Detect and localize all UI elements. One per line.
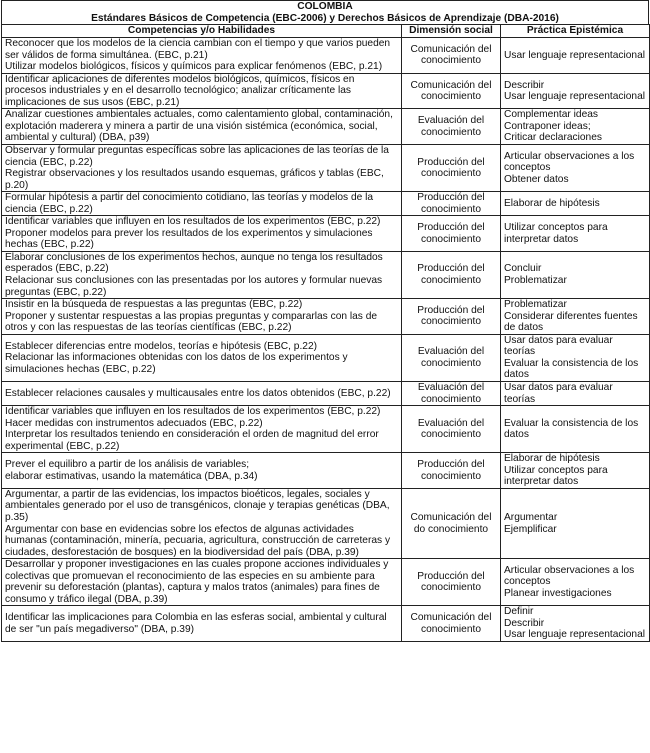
table-row bbox=[2, 406, 650, 453]
competencies-table bbox=[1, 24, 650, 642]
competencia-text: Prever el equilibro a partir de los análisis de variables; bbox=[5, 459, 250, 470]
practica-text: Utilizar conceptos para interpretar datos bbox=[504, 222, 608, 245]
practica-cell bbox=[501, 453, 650, 489]
competencia-text: Identificar aplicaciones de diferentes modelos biológicos, químicos, físicos en procesos industriales y en el desarrollo tecnológico; analizar críticamente las implicaciones de sus usos (EBC, p.21) bbox=[5, 73, 355, 108]
competencia-text: Insistir en la búsqueda de respuestas a las preguntas (EBC, p.22) bbox=[5, 299, 303, 311]
dimension-cell: Evaluación del conocimiento bbox=[402, 406, 501, 453]
competencia-text: Identificar variables que influyen en los resultados de los experimentos (EBC, p.22) bbox=[5, 216, 381, 228]
practica-text: Definir bbox=[504, 606, 534, 618]
competencia-text: Analizar cuestiones ambientales actuales, como calentamiento global, contaminación, explotación maderera y minera a partir de una visión sistémica (económica, social, ambiental y cultural) (DBA, p39) bbox=[5, 109, 393, 144]
dimension-cell: Comunicación del conocimiento bbox=[402, 73, 501, 109]
practica-cell bbox=[501, 299, 650, 335]
practica-text: Articular observaciones a los conceptos bbox=[504, 564, 635, 588]
practica-cell bbox=[501, 334, 650, 381]
practica-text: Usar lenguaje representacional bbox=[504, 91, 646, 103]
table-row bbox=[2, 381, 650, 405]
competencia-text: Identificar las implicaciones para Colombia en las esferas social, ambiental y cultural de ser "un país megadiverso" (DBA, p.39) bbox=[5, 612, 387, 635]
practica-text: Utilizar conceptos para interpretar datos bbox=[504, 464, 608, 488]
competencia-text: Formular hipótesis a partir del conocimiento cotidiano, las teorías y modelos de la ciencia (EBC, p.22) bbox=[5, 192, 374, 215]
dimension-cell: Producción del conocimiento bbox=[402, 559, 501, 606]
dimension-cell: Comunicación del do conocimiento bbox=[402, 488, 501, 558]
competencia-text: Interpretar los resultados teniendo en consideración el orden de magnitud del error experimental (EBC, p.22) bbox=[5, 429, 379, 452]
practica-cell bbox=[501, 559, 650, 606]
competencia-text: Desarrollar y proponer investigaciones en las cuales propone acciones individuales y colectivas que promuevan el reconocimiento de las especies en su ambiente para prevenir su deforestación (plantas), captura y malos tratos (animales) para fines de consumo y tráfico ilegal (DBA, p.39) bbox=[5, 559, 389, 605]
competencia-text: Relacionar las informaciones obtenidas con los datos de los experimentos y simulaciones hechas (EBC, p.22) bbox=[5, 352, 348, 375]
competencias-cell bbox=[2, 559, 402, 606]
table-row bbox=[2, 559, 650, 606]
practica-text: Argumentar bbox=[504, 511, 558, 523]
practica-cell bbox=[501, 216, 650, 252]
competencias-cell bbox=[2, 453, 402, 489]
practica-cell bbox=[501, 606, 650, 642]
table-subtitle: Estándares Básicos de Competencia (EBC-2006) y Derechos Básicos de Aprendizaje (DBA-2016) bbox=[91, 12, 559, 24]
practica-text: Evaluar la consistencia de los datos bbox=[504, 417, 639, 441]
dimension-cell: Producción del conocimiento bbox=[402, 192, 501, 216]
practica-text: Problematizar bbox=[504, 299, 567, 311]
practica-cell bbox=[501, 251, 650, 298]
dimension-cell: Evaluación del conocimiento bbox=[402, 334, 501, 381]
competencia-text: Proponer modelos para prever los resultados de los experimentos y simulaciones hechas (EBC, p.22) bbox=[5, 227, 373, 251]
competencias-cell bbox=[2, 192, 402, 216]
practica-cell bbox=[501, 488, 650, 558]
competencia-text: Elaborar conclusiones de los experimentos hechos, aunque no tenga los resultados esperados (EBC, p.22) bbox=[5, 251, 383, 275]
practica-cell bbox=[501, 38, 650, 74]
column-header-practica: Práctica Epistémica bbox=[501, 25, 650, 38]
competencias-cell bbox=[2, 145, 402, 192]
practica-cell bbox=[501, 145, 650, 192]
practica-text: Complementar ideas bbox=[504, 109, 598, 121]
practica-text: Contraponer ideas; bbox=[504, 120, 591, 132]
practica-text: Problematizar bbox=[504, 275, 567, 287]
dimension-cell: Producción del conocimiento bbox=[402, 216, 501, 252]
standards-document bbox=[1, 0, 649, 642]
column-header-competencias: Competencias y/o Habilidades bbox=[2, 25, 402, 38]
practica-text: Describir bbox=[504, 617, 545, 629]
table-row bbox=[2, 73, 650, 109]
practica-text: Elaborar de hipótesis bbox=[504, 453, 600, 465]
competencia-text: Argumentar con base en evidencias sobre los efectos de algunas actividades humanas (contaminación, minería, pecuaria, agricultura, construcción de carreteras y ciudades, desforestación de bosques) en la biodiversidad del país (DBA, p.39) bbox=[5, 523, 391, 558]
table-row bbox=[2, 251, 650, 298]
table-row bbox=[2, 216, 650, 252]
practica-text: Usar lenguaje representacional bbox=[504, 49, 646, 61]
competencias-cell bbox=[2, 406, 402, 453]
competencias-cell bbox=[2, 334, 402, 381]
practica-cell bbox=[501, 381, 650, 405]
competencia-text: Hacer medidas con instrumentos adecuados (EBC, p.22) bbox=[5, 417, 263, 429]
dimension-cell: Producción del conocimiento bbox=[402, 453, 501, 489]
practica-text: Usar datos para evaluar teorías bbox=[504, 334, 613, 358]
table-row bbox=[2, 488, 650, 558]
practica-text: Planear investigaciones bbox=[504, 588, 612, 600]
dimension-cell: Comunicación del conocimiento bbox=[402, 38, 501, 74]
practica-text: Considerar diferentes fuentes de datos bbox=[504, 310, 638, 334]
dimension-cell: Comunicación del conocimiento bbox=[402, 606, 501, 642]
competencia-text: Observar y formular preguntas específicas sobre las aplicaciones de las teorías de la ciencia (EBC, p.22) bbox=[5, 145, 389, 168]
competencia-text: Proponer y sustentar respuestas a las propias preguntas y compararlas con las de otros y con las respuestas de las teorías científicas (EBC, p.22) bbox=[5, 310, 378, 334]
competencias-cell bbox=[2, 299, 402, 335]
practica-cell bbox=[501, 109, 650, 145]
dimension-cell: Producción del conocimiento bbox=[402, 299, 501, 335]
practica-text: Usar datos para evaluar teorías bbox=[504, 381, 613, 405]
practica-cell bbox=[501, 73, 650, 109]
competencia-text: Argumentar, a partir de las evidencias, los impactos bioéticos, legales, sociales y ambientales generado por el uso de transgénicos, clonaje y terapias genéticas (DBA, p.35) bbox=[5, 488, 390, 523]
practica-cell bbox=[501, 192, 650, 216]
table-row bbox=[2, 145, 650, 192]
practica-text: Obtener datos bbox=[504, 173, 569, 185]
table-row bbox=[2, 334, 650, 381]
practica-text: Articular observaciones a los conceptos bbox=[504, 150, 635, 174]
table-row bbox=[2, 299, 650, 335]
practica-cell bbox=[501, 406, 650, 453]
table-row bbox=[2, 38, 650, 74]
competencias-cell bbox=[2, 73, 402, 109]
competencia-text: Relacionar sus conclusiones con las presentadas por los autores y formular nuevas preguntas (EBC, p.22) bbox=[5, 275, 383, 298]
competencias-cell bbox=[2, 38, 402, 74]
dimension-cell: Producción del conocimiento bbox=[402, 251, 501, 298]
competencia-text: Establecer diferencias entre modelos, teorías e hipótesis (EBC, p.22) bbox=[5, 340, 318, 352]
competencias-cell bbox=[2, 606, 402, 642]
competencias-cell bbox=[2, 488, 402, 558]
competencias-cell bbox=[2, 109, 402, 145]
practica-text: Ejemplificar bbox=[504, 523, 557, 535]
competencia-text: Establecer relaciones causales y multicausales entre los datos obtenidos (EBC, p.22) bbox=[5, 387, 391, 399]
competencias-cell bbox=[2, 251, 402, 298]
table-row bbox=[2, 192, 650, 216]
table-caption bbox=[1, 0, 649, 24]
competencia-text: Utilizar modelos biológicos, físicos y químicos para explicar fenómenos (EBC, p.21) bbox=[5, 61, 383, 73]
competencia-text: Reconocer que los modelos de la ciencia cambian con el tiempo y que varios pueden ser válidos de forma simultánea. (EBC, p.21) bbox=[5, 38, 391, 61]
table-row bbox=[2, 453, 650, 489]
competencia-text: Registrar observaciones y los resultados usando esquemas, gráficos y tablas (EBC, p.20) bbox=[5, 168, 384, 191]
header-row bbox=[2, 25, 650, 38]
table-row bbox=[2, 109, 650, 145]
practica-text: Elaborar de hipótesis bbox=[504, 197, 600, 209]
country-title: COLOMBIA bbox=[297, 1, 353, 12]
practica-text: Criticar declaraciones bbox=[504, 132, 602, 144]
competencia-text: elaborar estimativas, usando la matemática (DBA, p.34) bbox=[5, 470, 258, 482]
dimension-cell: Producción del conocimiento bbox=[402, 145, 501, 192]
competencia-text: Identificar variables que influyen en los resultados de los experimentos (EBC, p.22) bbox=[5, 406, 381, 418]
practica-text: Usar lenguaje representacional bbox=[504, 629, 646, 641]
dimension-cell: Evaluación del conocimiento bbox=[402, 109, 501, 145]
practica-text: Concluir bbox=[504, 263, 542, 275]
practica-text: Describir bbox=[504, 79, 545, 91]
competencias-cell bbox=[2, 216, 402, 252]
column-header-dimension: Dimensión social bbox=[402, 25, 501, 38]
table-row bbox=[2, 606, 650, 642]
dimension-cell: Evaluación del conocimiento bbox=[402, 381, 501, 405]
competencias-cell bbox=[2, 381, 402, 405]
practica-text: Evaluar la consistencia de los datos bbox=[504, 357, 639, 381]
